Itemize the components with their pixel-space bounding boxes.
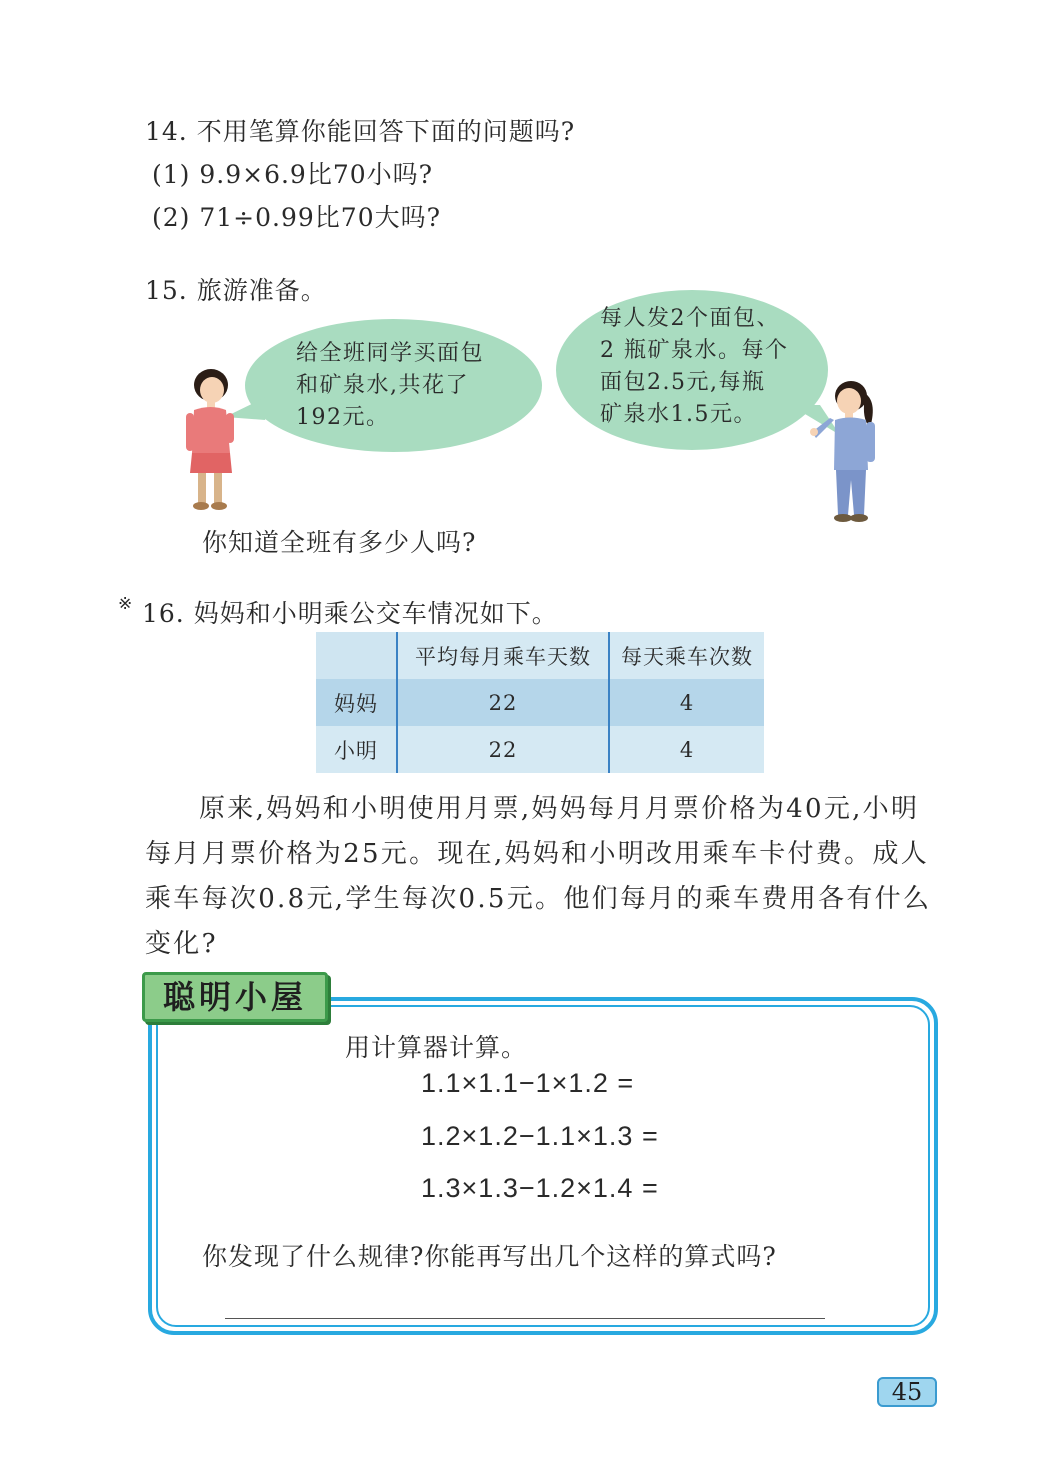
equation-1: 1.1×1.1−1×1.2 = <box>421 1068 635 1098</box>
bubble-right-line1: 每人发2个面包、 <box>600 306 780 331</box>
bubble-left-line2: 和矿泉水,共花了 <box>296 373 469 398</box>
table-cell: 4 <box>609 726 764 773</box>
bubble-left-line1: 给全班同学买面包 <box>296 341 485 366</box>
teacher-illustration <box>808 380 898 525</box>
table-cell: 小明 <box>316 726 397 773</box>
table-cell: 22 <box>397 679 609 726</box>
equation-3: 1.3×1.3−1.2×1.4 = <box>421 1173 659 1203</box>
bubble-right-line3: 面包2.5元,每瓶 <box>600 370 766 395</box>
table-header-cell: 平均每月乘车天数 <box>397 632 609 679</box>
smart-house-question: 你发现了什么规律?你能再写出几个这样的算式吗? <box>202 1242 777 1271</box>
table-header-cell: 每天乘车次数 <box>609 632 764 679</box>
q16-mark: ※ <box>118 594 133 614</box>
equation-2: 1.2×1.2−1.1×1.3 = <box>421 1121 659 1151</box>
girl-illustration <box>180 368 240 513</box>
table-row <box>316 726 764 773</box>
bus-usage-table <box>316 632 764 773</box>
table-cell: 妈妈 <box>316 679 397 726</box>
smart-house-inner-frame <box>156 1005 930 1327</box>
q16-title: 16. 妈妈和小明乘公交车情况如下。 <box>142 599 558 628</box>
q15-question: 你知道全班有多少人吗? <box>202 528 477 557</box>
table-header-cell <box>316 632 397 679</box>
q15-title: 15. 旅游准备。 <box>145 276 327 305</box>
page-number: 45 <box>877 1377 937 1407</box>
smart-house-intro: 用计算器计算。 <box>345 1033 528 1062</box>
q14-sub2: (2) 71÷0.99比70大吗? <box>152 203 441 232</box>
table-cell: 4 <box>609 679 764 726</box>
bubble-left-line3: 192元。 <box>296 405 390 430</box>
bubble-right-line4: 矿泉水1.5元。 <box>600 402 757 427</box>
q16-paragraph: 原来,妈妈和小明使用月票,妈妈每月月票价格为40元,小明每月月票价格为25元。现在,妈妈和小明改用乘车卡付费。成人乘车每次0.8元,学生每次0.5元。他们每月的乘车费用各有什么变化? <box>145 794 932 959</box>
table-header-row <box>316 632 764 679</box>
table-row <box>316 679 764 726</box>
q14-sub1: (1) 9.9×6.9比70小吗? <box>152 160 434 189</box>
table-cell: 22 <box>397 726 609 773</box>
smart-house-title: 聪明小屋 <box>142 972 328 1022</box>
answer-line <box>225 1318 825 1319</box>
bubble-right-line2: 2 瓶矿泉水。每个 <box>600 338 789 363</box>
q14-title: 14. 不用笔算你能回答下面的问题吗? <box>145 117 576 146</box>
